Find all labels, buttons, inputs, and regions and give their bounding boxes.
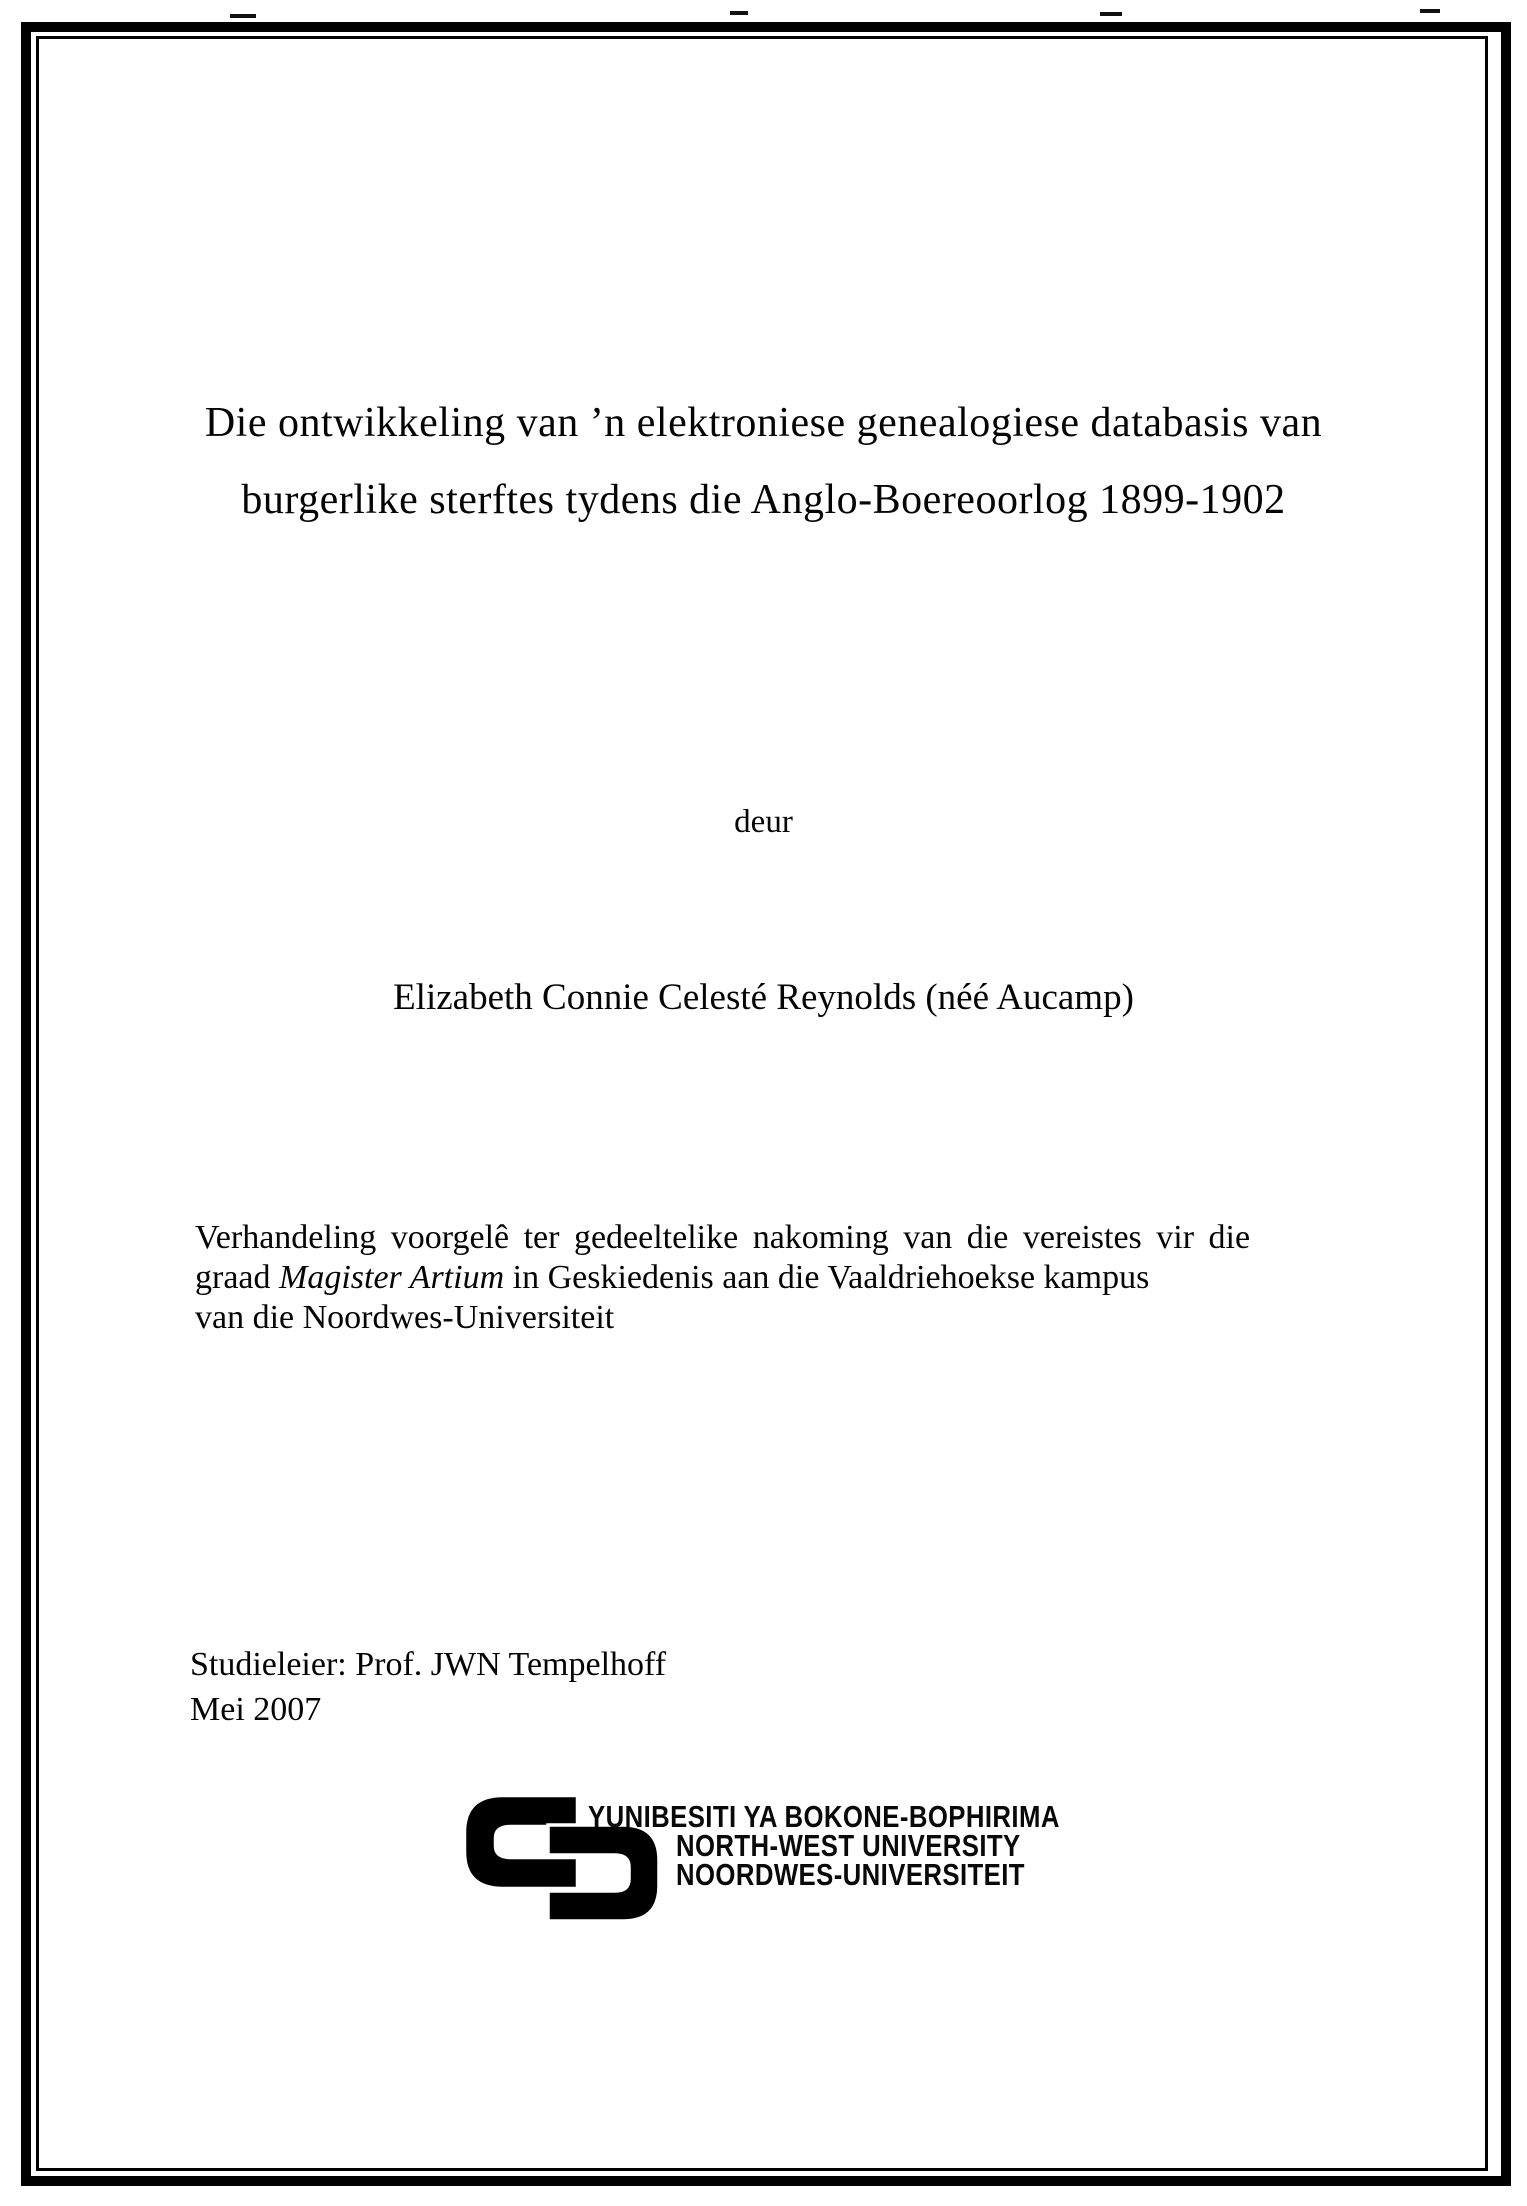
submission-line2 <box>195 1258 1347 1298</box>
submission-line2-pre: graad <box>195 1259 280 1296</box>
byline-label: deur <box>734 804 793 840</box>
submission-line1: Verhandeling voorgelê ter gedeeltelike nakoming van die vereistes vir die <box>195 1219 1251 1256</box>
degree-name: Magister Artium <box>279 1259 505 1296</box>
university-logo <box>455 1794 1095 1944</box>
scan-speckle <box>1420 9 1440 13</box>
thesis-title <box>0 398 1527 525</box>
logo-line-setswana: YUNIBESITI YA BOKONE-BOPHIRIMA <box>588 1799 1060 1834</box>
logo-line-english: NORTH-WEST UNIVERSITY <box>676 1828 1021 1863</box>
scan-speckle <box>730 11 748 15</box>
scan-speckle <box>1100 12 1122 16</box>
thesis-title-line2: burgerlike sterftes tydens die Anglo-Boereoorlog 1899-1902 <box>241 477 1286 523</box>
submission-line3: van die Noordwes-Universiteit <box>195 1299 615 1336</box>
university-logo-text <box>588 1799 1108 1892</box>
thesis-title-line1: Die ontwikkeling van ’n elektroniese genealogiese databasis van <box>204 400 1323 446</box>
scan-speckle <box>230 14 256 18</box>
submission-statement <box>195 1218 1347 1338</box>
author-name: Elizabeth Connie Celesté Reynolds (néé Aucamp) <box>393 977 1134 1018</box>
logo-line-afrikaans: NOORDWES-UNIVERSITEIT <box>676 1857 1025 1892</box>
date-line: Mei 2007 <box>190 1691 322 1728</box>
supervisor-block <box>190 1642 666 1732</box>
submission-line2-post: in Geskiedenis aan die Vaaldriehoekse kampus <box>504 1259 1150 1296</box>
supervisor-line: Studieleier: Prof. JWN Tempelhoff <box>190 1646 667 1683</box>
